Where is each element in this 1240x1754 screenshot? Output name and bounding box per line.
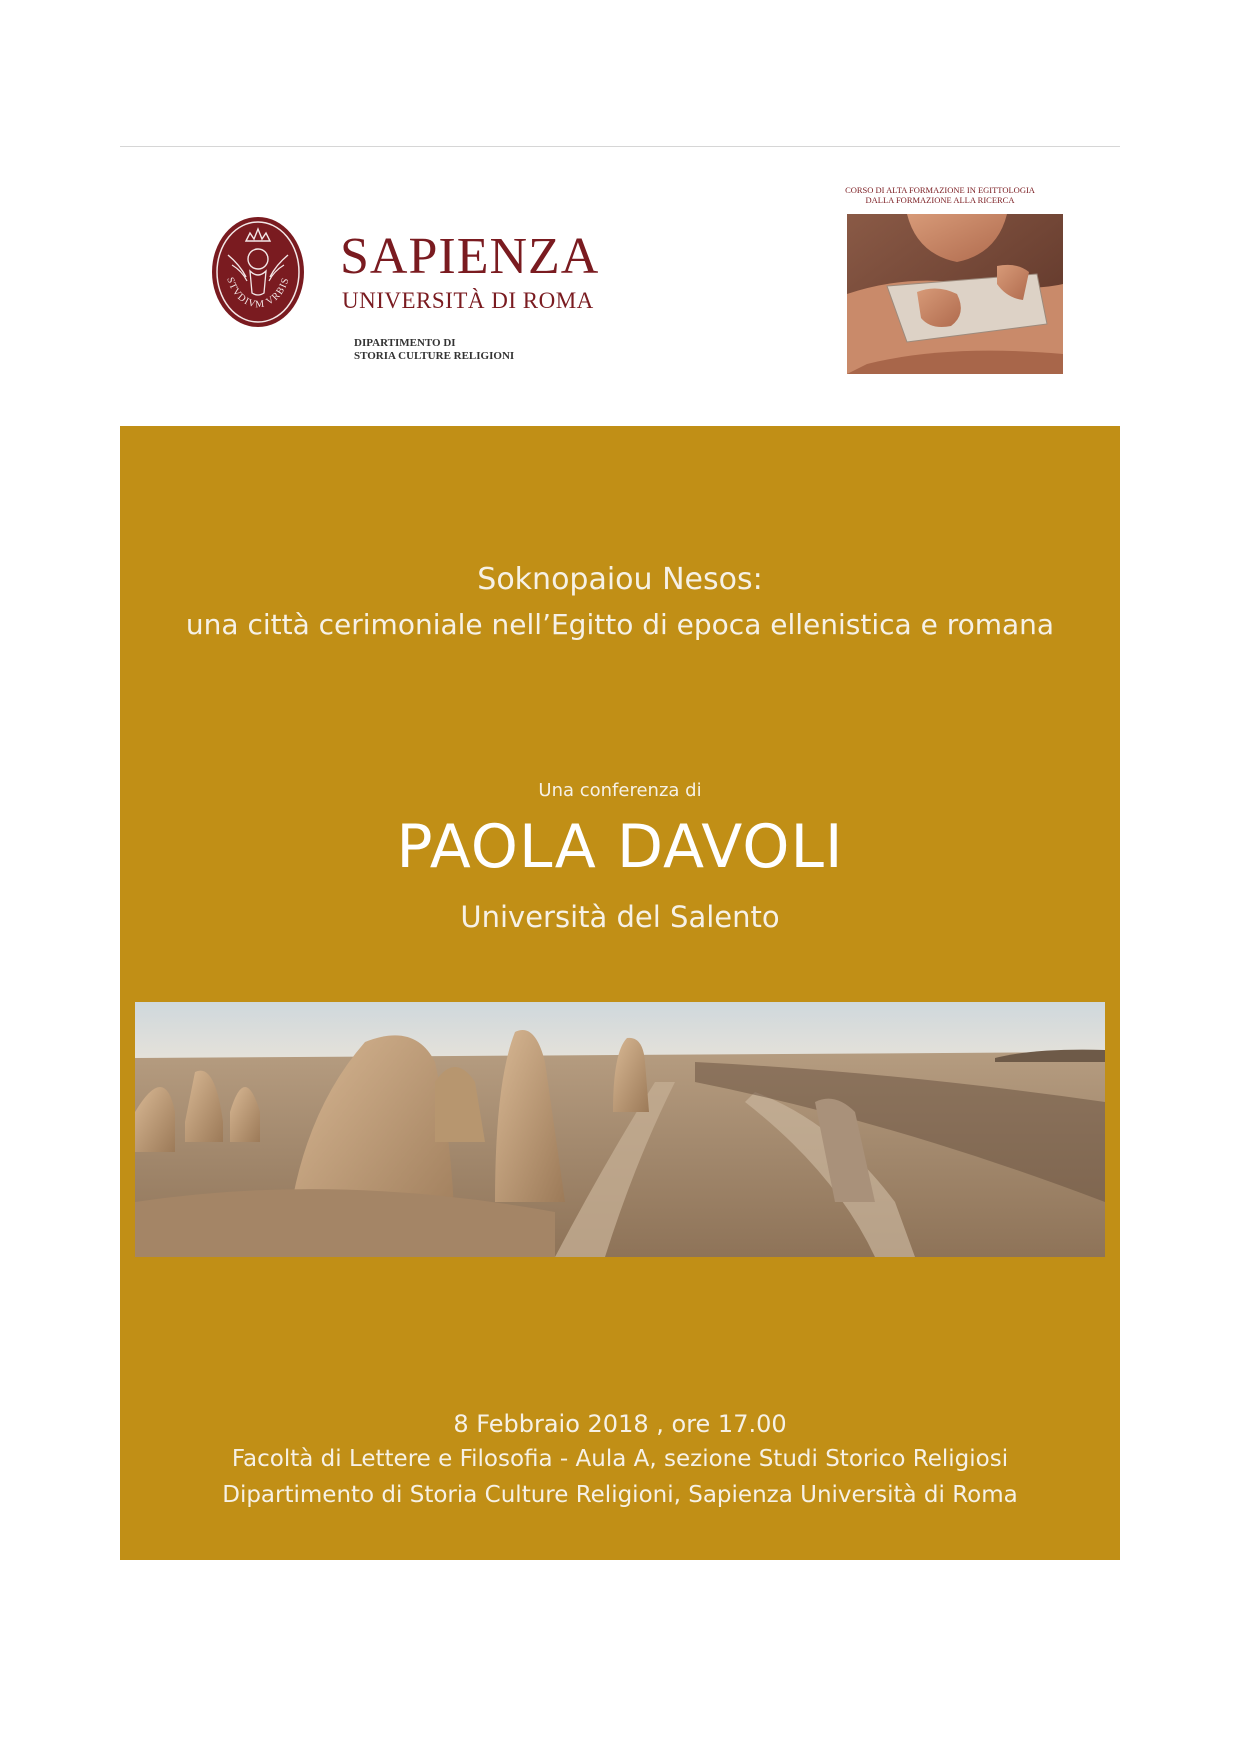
talk-subtitle: una città cerimoniale nell’Egitto di epoca ellenistica e romana (185, 608, 1055, 641)
course-title-line-1: CORSO DI ALTA FORMAZIONE IN EGITTOLOGIA (845, 185, 1035, 195)
course-title-line-2: DALLA FORMAZIONE ALLA RICERCA (865, 195, 1015, 205)
speaker-affiliation: Università del Salento (460, 900, 780, 934)
course-title (840, 185, 1040, 205)
poster-header (120, 146, 1120, 427)
poster (120, 146, 1120, 1560)
lecture-intro: Una conferenza di (538, 780, 702, 801)
department-name: DIPARTIMENTO DI STORIA CULTURE RELIGIONI (354, 337, 515, 362)
archaeological-site-photo (135, 1002, 1105, 1257)
speaker-name: PAOLA DAVOLI (396, 812, 844, 882)
university-subtitle: UNIVERSITÀ DI ROMA (342, 288, 594, 313)
scribe-statue-photo (847, 214, 1063, 374)
sapienza-seal-logo (210, 215, 306, 329)
event-venue: Facoltà di Lettere e Filosofia - Aula A, sezione Studi Storico Religiosi (231, 1446, 1009, 1472)
svg-text:STVDIVM VRBIS: STVDIVM VRBIS (224, 275, 292, 311)
university-name: SAPIENZA (340, 228, 600, 285)
event-date-time: 8 Febbraio 2018 , ore 17.00 (453, 1410, 787, 1438)
talk-title: Soknopaiou Nesos: (477, 562, 763, 597)
content-band (120, 426, 1120, 1560)
event-department: Dipartimento di Storia Culture Religioni, Sapienza Università di Roma (222, 1482, 1018, 1508)
